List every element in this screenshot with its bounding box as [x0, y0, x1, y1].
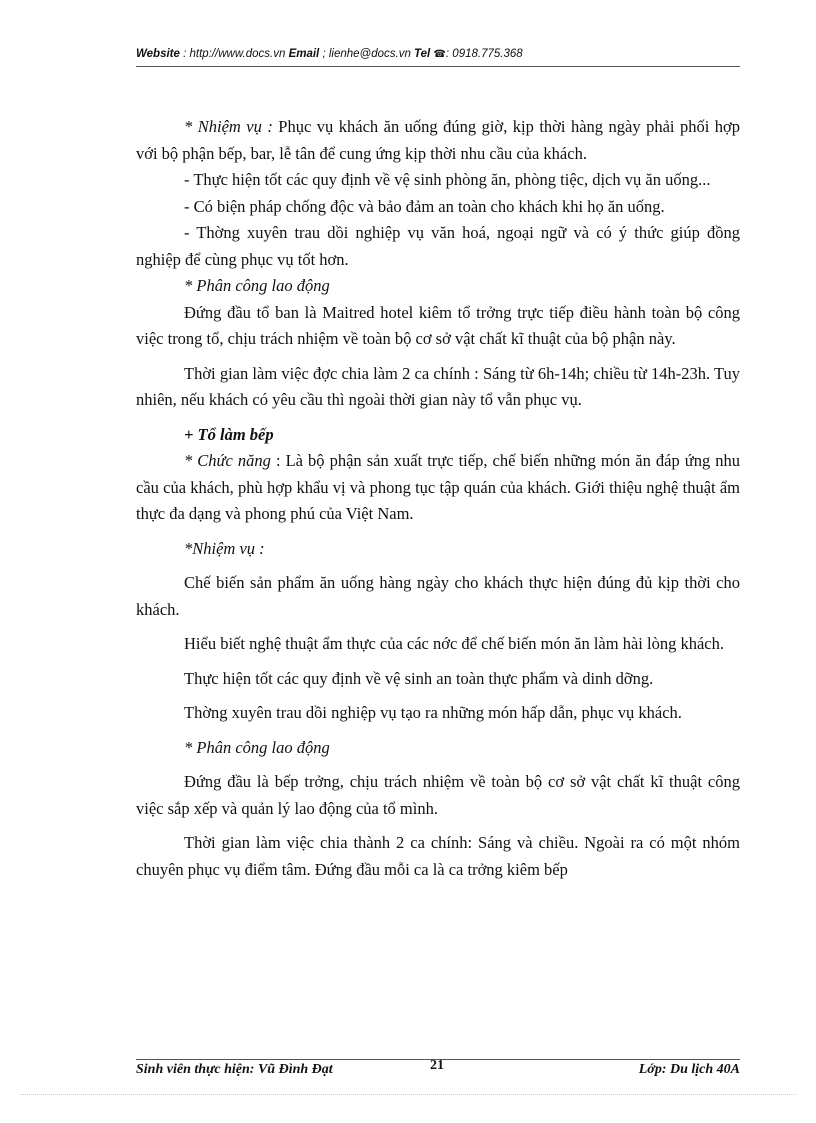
paragraph-hygiene: - Thực hiện tốt các quy định về vệ sinh phòng ăn, phòng tiệc, dịch vụ ăn uống... — [184, 170, 711, 189]
paragraph-kitchen-training: Thờng xuyên trau dồi nghiệp vụ tạo ra những món hấp dẫn, phục vụ khách. — [184, 703, 682, 722]
website-value: : http://www.docs.vn — [183, 48, 286, 60]
duties-heading: * Nhiệm vụ : — [184, 117, 273, 136]
heading-kitchen-labor: * Phân công lao động — [184, 737, 330, 757]
email-label: Email — [288, 48, 320, 60]
paragraph-kitchen-function — [136, 448, 740, 528]
paragraph-safety: - Có biện pháp chống độc và bảo đảm an toàn cho khách khi họ ăn uống. — [184, 196, 665, 216]
body-text — [136, 114, 740, 883]
paragraph-food-safety: Thực hiện tốt các quy định về vệ sinh an toàn thực phẩm và dinh dỡng. — [184, 668, 654, 688]
page-number: 21 — [430, 1060, 444, 1073]
function-text: : Là bộ phận sản xuất trực tiếp, chế biến những món ăn đáp ứng nhu cầu của khách, phù hợp khẩu vị và phong tục tập quán của khách. Giới thiệu nghệ thuật ẩm thực đa dạng và phong phú của Việt Nam. — [136, 451, 740, 523]
tel-value: : 0918.775.368 — [445, 48, 523, 60]
bottom-dotted-line — [20, 1094, 796, 1095]
footer-class: Lớp: Du lịch 40A — [638, 1062, 740, 1077]
page-footer — [136, 1060, 740, 1080]
paragraph-training: - Thờng xuyên trau dồi nghiệp vụ văn hoá, ngoại ngữ và có ý thức giúp đồng nghiệp để cùng phục vụ tốt hơn. — [136, 223, 740, 269]
paragraph-culinary-knowledge: Hiểu biết nghệ thuật ẩm thực của các nớc để chế biến món ăn làm hài lòng khách. — [184, 634, 724, 653]
paragraph-kitchen-shifts: Thời gian làm việc chia thành 2 ca chính: Sáng và chiều. Ngoài ra có một nhóm chuyên phục vụ điểm tâm. Đứng đầu mỗi ca là ca trởng kiêm bếp — [136, 833, 740, 879]
duties-text: Phục vụ khách ăn uống đúng giờ, kịp thời hàng ngày phải phối hợp với bộ phận bếp, bar, lễ tân để cung ứng kịp thời nhu cầu của khách. — [136, 117, 740, 163]
phone-icon: ☎ — [433, 49, 446, 60]
paragraph-duties — [136, 114, 740, 167]
paragraph-maitred: Đứng đầu tổ ban là Maitred hotel kiêm tổ trởng trực tiếp điều hành toàn bộ công việc trong tổ, chịu trách nhiệm về toàn bộ cơ sở vật chất kĩ thuật của bộ phận này. — [136, 302, 740, 348]
heading-labor-division: * Phân công lao động — [184, 276, 330, 295]
paragraph-cooking: Chế biến sản phẩm ăn uống hàng ngày cho khách thực hiện đúng đủ kịp thời cho khách. — [136, 573, 740, 619]
website-label: Website — [136, 48, 180, 60]
paragraph-shifts: Thời gian làm việc đợc chia làm 2 ca chính : Sáng từ 6h-14h; chiều từ 14h-23h. Tuy nhiên, nếu khách có yêu cầu thì ngoài thời gian này tổ vẫn phục vụ. — [136, 363, 740, 409]
paragraph-head-chef: Đứng đầu là bếp trởng, chịu trách nhiệm về toàn bộ cơ sở vật chất kĩ thuật công việc sắp xếp và quản lý lao động của tổ mình. — [136, 772, 740, 818]
footer-author: Sinh viên thực hiện: Vũ Đình Đạt — [136, 1062, 333, 1077]
heading-kitchen-duties: *Nhiệm vụ : — [184, 538, 265, 558]
page-header — [136, 48, 740, 60]
heading-kitchen-team: + Tổ làm bếp — [184, 424, 274, 444]
tel-label: Tel — [414, 48, 431, 60]
function-heading: * Chức năng — [184, 451, 271, 470]
header-divider — [136, 66, 740, 67]
email-value: ; lienhe@docs.vn — [322, 48, 411, 60]
